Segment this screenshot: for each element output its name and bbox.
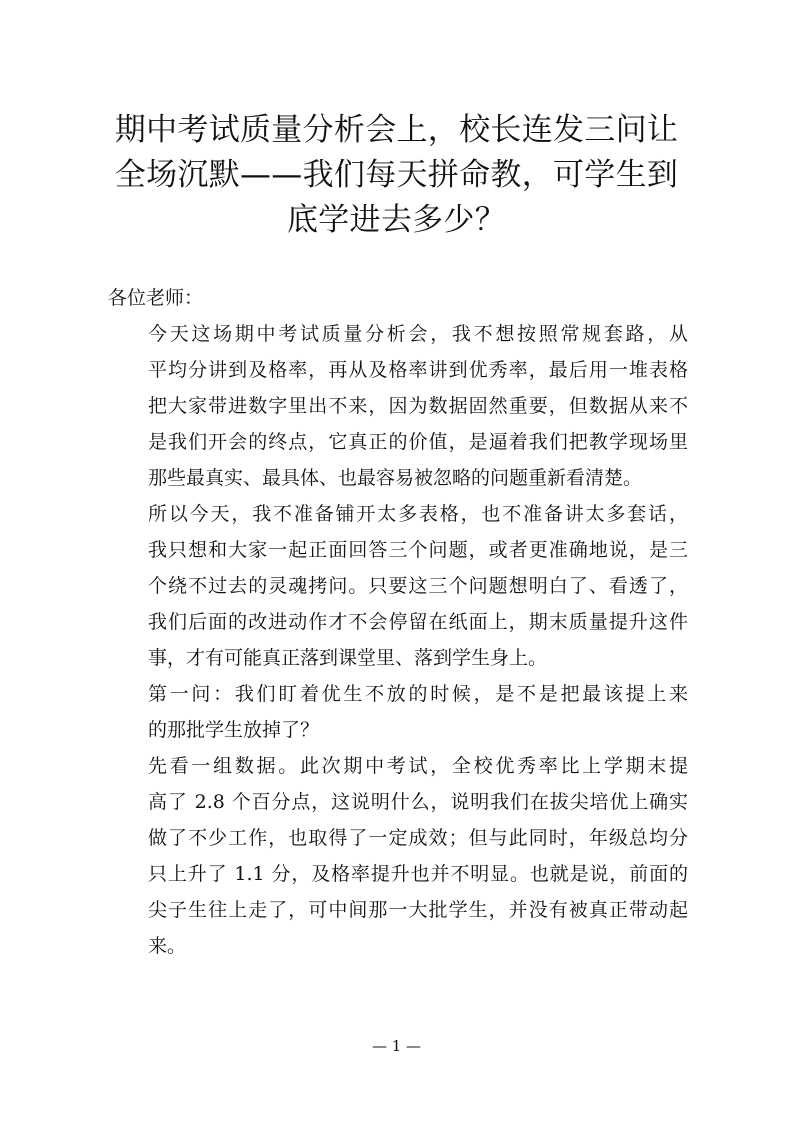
- title-line-2: 全场沉默——我们每天拼命教，可学生到: [114, 157, 679, 193]
- paragraph-4-line-3: 做了不少工作，也取得了一定成效；但与此同时，年级总均分: [148, 827, 688, 849]
- paragraph-1-line-5: 那些最真实、最具体、也最容易被忽略的问题重新看清楚。: [148, 467, 643, 489]
- paragraph-1-line-2: 平均分讲到及格率，再从及格率讲到优秀率，最后用一堆表格: [148, 359, 688, 381]
- salutation-text: 各位老师：: [108, 287, 204, 309]
- paragraph-4-line-1: 先看一组数据。此次期中考试，全校优秀率比上学期末提: [148, 755, 688, 777]
- paragraph-1-line-3: 把大家带进数字里出不来，因为数据固然重要，但数据从来不: [148, 395, 688, 417]
- document-body: [108, 280, 688, 964]
- paragraph-4-line-2: 高了 2.8 个百分点，这说明什么，说明我们在拔尖培优上确实: [148, 791, 688, 813]
- paragraph-2-line-1: 所以今天，我不准备铺开太多表格，也不准备讲太多套话，: [148, 503, 688, 525]
- paragraph-1: [108, 316, 688, 496]
- page-number: — 1 —: [371, 1037, 422, 1055]
- paragraph-4: [108, 748, 688, 964]
- paragraph-4-line-5: 尖子生往上走了，可中间那一大批学生，并没有被真正带动起: [148, 899, 688, 921]
- paragraph-3: [108, 676, 688, 748]
- paragraph-3-line-2: 的那批学生放掉了？: [148, 719, 320, 741]
- paragraph-1-line-1: 今天这场期中考试质量分析会，我不想按照常规套路，从: [148, 323, 688, 345]
- paragraph-4-line-6: 来。: [148, 935, 187, 957]
- paragraph-3-line-1: 第一问：我们盯着优生不放的时候，是不是把最该提上来: [148, 683, 688, 705]
- paragraph-2-line-5: 事，才有可能真正落到课堂里、落到学生身上。: [148, 647, 548, 669]
- paragraph-2-line-3: 个绕不过去的灵魂拷问。只要这三个问题想明白了、看透了，: [148, 575, 688, 597]
- paragraph-1-line-4: 是我们开会的终点，它真正的价值，是逼着我们把教学现场里: [148, 431, 688, 453]
- title-line-1: 期中考试质量分析会上，校长连发三问让: [114, 112, 679, 148]
- title-line-3: 底学进去多少？: [286, 202, 507, 238]
- document-title: [100, 108, 693, 243]
- salutation: [108, 280, 688, 316]
- paragraph-2: [108, 496, 688, 676]
- paragraph-4-line-4: 只上升了 1.1 分，及格率提升也并不明显。也就是说，前面的: [148, 863, 688, 885]
- paragraph-2-line-4: 我们后面的改进动作才不会停留在纸面上，期末质量提升这件: [148, 611, 688, 633]
- paragraph-2-line-2: 我只想和大家一起正面回答三个问题，或者更准确地说，是三: [148, 539, 688, 561]
